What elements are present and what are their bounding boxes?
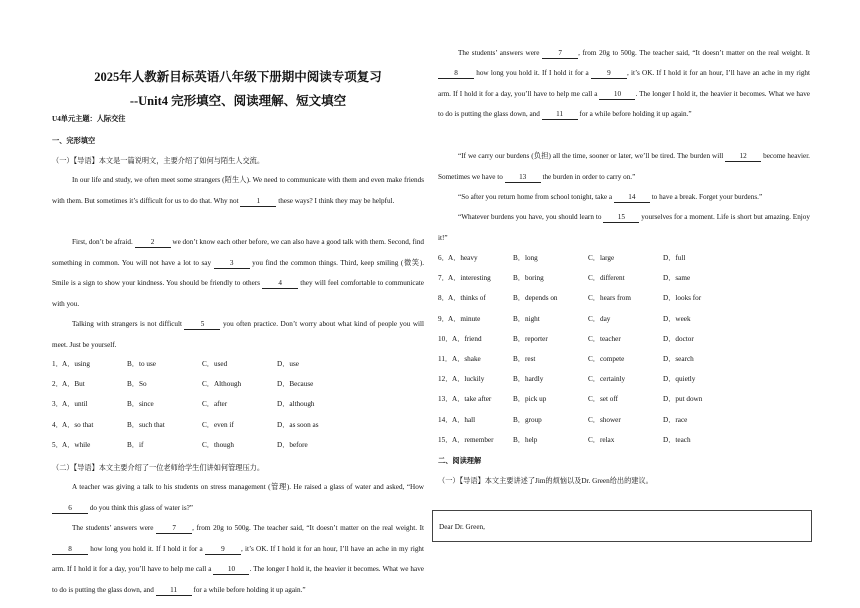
passage-text: to have a break. Forget your burdens.”: [649, 193, 763, 201]
option-c: C．compete: [588, 355, 625, 363]
option-a: A．while: [62, 440, 91, 449]
option-b: B．So: [127, 380, 147, 389]
option-d: D．full: [663, 254, 686, 262]
blank-5: 5: [184, 320, 220, 330]
passage-text: A teacher was giving a talk to his students on stress management (管理). He raised a glass of water and asked, “How: [72, 483, 424, 491]
option-row: [52, 359, 412, 369]
option-b: B．depends on: [513, 294, 558, 303]
blank-4: 4: [262, 279, 298, 289]
option-row: [438, 314, 798, 324]
option-row: [438, 253, 798, 263]
option-d: D．Because: [277, 380, 314, 389]
option-b: B．group: [513, 415, 542, 424]
letter-greeting: Dear Dr. Green,: [439, 523, 485, 531]
option-a: A．remember: [452, 435, 494, 444]
option-a: A．take after: [452, 395, 492, 404]
option-a: A．minute: [448, 314, 481, 323]
passage-text: they will feel comfortable to communicate with you.: [52, 279, 424, 308]
option-a: A．thinks of: [448, 294, 486, 303]
option-d: D．use: [277, 360, 299, 368]
option-d: D．week: [663, 314, 691, 323]
option-d: D．although: [277, 400, 315, 409]
passage-text: In our life and study, we often meet some strangers (陌生人). We need to communicate with them and even make friends with them. But sometimes it’s difficult for us to do that. Why not: [52, 176, 424, 205]
passage-text: we don’t know each other before, we can also have a good talk with them. Second, find something in common. You will not have a lot to say: [52, 238, 425, 267]
passage-text: these ways? I think they may be helpful.: [276, 196, 395, 205]
blank-7: 7: [156, 524, 192, 534]
guide-passage-2: （二）【导语】本文主要介绍了一位老师给学生们讲如何管理压力。: [52, 464, 265, 472]
passage2-paragraph-4: [438, 187, 810, 208]
question-number: 8．: [438, 294, 449, 303]
option-b: B．long: [513, 254, 538, 262]
option-row: [52, 440, 412, 450]
blank-11: 11: [156, 586, 192, 596]
passage2-paragraph-3: [438, 146, 810, 187]
blank-9: 9: [205, 545, 241, 555]
passage1-paragraph-1: [52, 170, 424, 211]
option-a: A．But: [62, 380, 85, 389]
option-b: B．if: [127, 440, 144, 449]
question-number: 14．: [438, 415, 453, 424]
option-b: B．hardly: [513, 375, 544, 384]
passage-text: “Whatever burdens you have, you should learn to: [458, 213, 604, 221]
passage-text: The students’ answers were: [458, 48, 543, 57]
option-c: C．different: [588, 274, 625, 283]
option-d: D．quietly: [663, 375, 696, 384]
option-row: [438, 334, 798, 344]
passage-text: . The longer I hold it, the heavier it becomes. What we have to do is putting the glass down, and: [438, 89, 810, 118]
passage-text: . The longer I hold it, the heavier it becomes. What we have to do is putting the glass down, and: [52, 565, 424, 594]
question-number: 7．: [438, 274, 449, 283]
option-c: C．Although: [202, 380, 242, 389]
blank-12: 12: [725, 152, 761, 162]
blank-15: 15: [603, 213, 639, 223]
option-a: A．heavy: [448, 254, 478, 262]
passage-text: you often practice. Don’t worry about what kind of people you will meet. Just be yourself.: [52, 320, 425, 349]
question-number: 10．: [438, 334, 453, 343]
option-a: A．so that: [62, 420, 94, 429]
question-number: 2．: [52, 380, 63, 389]
passage1-paragraph-3: [52, 314, 424, 355]
option-d: D．doctor: [663, 334, 694, 343]
option-row: [438, 273, 798, 283]
option-a: A．friend: [452, 334, 482, 343]
option-d: D．race: [663, 415, 688, 424]
blank-8: 8: [52, 545, 88, 555]
passage-text: become heavier. Sometimes we have to: [438, 152, 810, 181]
question-number: 13．: [438, 395, 453, 404]
option-b: B．to use: [127, 360, 156, 368]
option-row: [438, 415, 798, 425]
option-row: [438, 354, 798, 364]
option-d: D．before: [277, 440, 308, 449]
passage-text: the burden in order to carry on.”: [540, 172, 636, 181]
option-a: A．using: [62, 360, 90, 368]
passage-text: The students’ answers were: [72, 524, 157, 532]
passage-text: you find the common things. Third, keep smiling (微笑). Smile is a sign to show your kindness. You should be friendly to others: [52, 258, 425, 287]
option-row: [438, 394, 798, 404]
option-c: C．shower: [588, 415, 621, 424]
option-c: C．relax: [588, 435, 615, 444]
option-row: [52, 379, 412, 389]
blank-13: 13: [505, 173, 541, 183]
passage-text: “So after you return home from school tonight, take a: [458, 193, 614, 201]
blank-7: 7: [542, 49, 578, 59]
passage-text: , it’s OK. If I hold it for an hour, I’ll have an ache in my right arm. If I hold it for a day, you’ll have to help me call a: [52, 544, 425, 573]
passage1-paragraph-2: [52, 232, 424, 314]
option-b: B．reporter: [513, 334, 548, 343]
blank-10: 10: [599, 90, 635, 100]
passage-text: for a while before holding it up again.”: [577, 110, 692, 118]
option-c: C．after: [202, 400, 228, 409]
blank-6: 6: [52, 504, 88, 514]
option-a: A．interesting: [448, 274, 491, 283]
question-number: 11．: [438, 355, 453, 363]
option-c: C．hears from: [588, 294, 631, 303]
option-b: B．rest: [513, 355, 536, 363]
option-b: B．help: [513, 435, 538, 444]
passage-text: how long you hold it. If I hold it for a: [474, 69, 591, 77]
option-c: C．used: [202, 360, 228, 368]
passage2-paragraph-2-overflow: [438, 43, 810, 125]
option-row: [438, 293, 798, 303]
unit-theme: U4单元主题：人际交往: [52, 115, 126, 123]
option-b: B．boring: [513, 274, 544, 283]
passage2-paragraph-5: [438, 207, 810, 248]
passage-text: how long you hold it. If I hold it for a: [88, 544, 205, 553]
passage-text: do you think this glass of water is?”: [88, 503, 194, 512]
option-c: C．large: [588, 254, 615, 262]
guide-reading-1: （一）【导语】本文主要讲述了Jim的烦恼以及Dr. Green给出的建议。: [438, 477, 653, 485]
blank-2: 2: [135, 238, 171, 248]
option-d: D．search: [663, 355, 694, 363]
passage2-paragraph-2-start: [52, 518, 425, 594]
question-number: 6．: [438, 254, 449, 262]
option-c: C．day: [588, 314, 611, 323]
option-row: [52, 399, 412, 409]
option-row: [52, 420, 412, 430]
blank-3: 3: [214, 259, 250, 269]
option-a: A．until: [62, 400, 88, 409]
guide-passage-1: （一）【导语】本文是一篇说明文，主要介绍了如何与陌生人交流。: [52, 157, 265, 165]
option-a: A．shake: [452, 355, 481, 363]
blank-1: 1: [240, 197, 276, 207]
passage-text: for a while before holding it up again.”: [191, 585, 306, 594]
question-number: 1．: [52, 360, 63, 368]
option-row: [438, 374, 798, 384]
passage-text: Talking with strangers is not difficult: [72, 320, 185, 328]
section-heading-reading: 二、阅读理解: [438, 457, 482, 465]
option-a: A．luckily: [452, 375, 485, 384]
option-d: D．same: [663, 274, 691, 283]
option-b: B．night: [513, 314, 540, 323]
document-subtitle: --Unit4 完形填空、阅读理解、短文填空: [129, 94, 347, 108]
passage-text: yourselves for a moment. Life is short but amazing. Enjoy it!”: [438, 213, 810, 242]
passage2-paragraph-1: [52, 477, 424, 518]
passage-text: , from 20g to 500g. The teacher said, “It doesn’t matter on the real weight. It: [578, 48, 810, 57]
option-c: C．teacher: [588, 334, 621, 343]
passage-text: “If we carry our burdens (负担) all the time, sooner or later, we’ll be tired. The burden will: [458, 152, 726, 160]
question-number: 4．: [52, 420, 63, 429]
question-number: 5．: [52, 440, 63, 449]
option-b: B．such that: [127, 420, 165, 429]
document-title: 2025年人教新目标英语八年级下册期中阅读专项复习: [94, 70, 382, 84]
blank-10: 10: [213, 565, 249, 575]
question-number: 12．: [438, 375, 453, 384]
question-number: 3．: [52, 400, 63, 409]
blank-9: 9: [591, 69, 627, 79]
passage-text: First, don’t be afraid.: [72, 238, 135, 246]
option-b: B．since: [127, 400, 154, 409]
section-heading-cloze: 一、完形填空: [52, 137, 96, 145]
option-d: D．looks for: [663, 294, 702, 303]
option-c: C．certainly: [588, 375, 626, 384]
blank-11: 11: [542, 110, 578, 120]
passage-text: , from 20g to 500g. The teacher said, “It doesn’t matter on the real weight. It: [192, 524, 424, 532]
blank-14: 14: [614, 193, 650, 203]
option-c: C．set off: [588, 395, 619, 404]
option-c: C．though: [202, 440, 234, 449]
option-d: D．put down: [663, 395, 703, 404]
option-a: A．hall: [452, 415, 476, 424]
passage2-paragraph-2-continued: [438, 48, 811, 145]
blank-8: 8: [438, 69, 474, 79]
option-d: D．teach: [663, 435, 691, 444]
question-number: 9．: [438, 314, 449, 323]
option-row: [438, 435, 798, 445]
passage-text: , it’s OK. If I hold it for an hour, I’ll have an ache in my right arm. If I hold it for a day, you’ll have to help me call a: [438, 69, 811, 98]
question-number: 15．: [438, 435, 453, 444]
option-b: B．pick up: [513, 395, 547, 404]
letter-box: [432, 510, 812, 542]
option-c: C．even if: [202, 420, 234, 429]
option-d: D．as soon as: [277, 420, 319, 429]
